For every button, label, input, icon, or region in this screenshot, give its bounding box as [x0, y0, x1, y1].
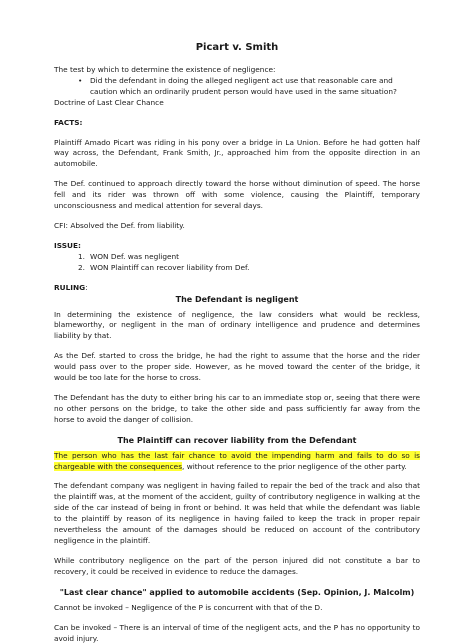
facts-heading: FACTS:	[54, 117, 83, 127]
ruling-label: RULING	[54, 282, 86, 292]
ruling-subheading-1: The Defendant is negligent	[175, 294, 299, 304]
issue-number: 2.	[78, 262, 86, 272]
ruling-subheading-2: The Plaintiff can recover liability from the Defendant	[117, 435, 357, 445]
ruling-paragraph-5: The defendant company was negligent in having failed to repair the bed of the track and also that the plaintiff was, at the moment of the accident, guilty of contributory negligence in walking at the side of the car instead of being in front or behind. It was held that while the defendant was liable to the plaintiff by reason of its negligence in having failed to keep the track in proper repair nevertheless the amount of the damages should be reduced on account of the contributory negligence in the plaintiff.	[54, 481, 420, 545]
ruling-paragraph-4	[54, 451, 420, 473]
ruling-colon: :	[85, 282, 88, 292]
issue-text: WON Def. was negligent	[90, 251, 180, 261]
test-bullet-text: Did the defendant in doing the alleged negligent act use that reasonable care and caution which an ordinarily prudent person would have used in the same situation?	[90, 75, 397, 96]
test-intro: The test by which to determine the existence of negligence:	[54, 65, 276, 74]
facts-paragraph-2: The Def. continued to approach directly toward the horse without diminution of speed. The horse fell and its rider was thrown off with some violence, causing the Plaintiff, temporary unconsciousness and medical attention for several days.	[54, 179, 420, 211]
issue-heading: ISSUE:	[54, 240, 81, 250]
opinion-paragraph-1: Cannot be invoked – Negligence of the P is concurrent with that of the D.	[54, 602, 323, 612]
opinion-paragraph-2: Can be invoked – There is an interval of time of the negligent acts, and the P has no opportunity to avoid injury.	[54, 622, 420, 643]
page-title: Picart v. Smith	[195, 42, 279, 53]
issue-item	[54, 263, 420, 274]
issue-text: WON Plaintiff can recover liability from Def.	[90, 262, 250, 272]
ruling-paragraph-4-rest: , without reference to the prior negligence of the other party.	[182, 461, 407, 471]
ruling-heading	[54, 283, 420, 294]
cfi-line: CFI: Absolved the Def. from liability.	[54, 220, 185, 230]
test-bullet-item	[54, 76, 420, 98]
issue-number: 1.	[78, 251, 86, 261]
facts-paragraph-1: Plaintiff Amado Picart was riding in his pony over a bridge in La Union. Before he had gotten half way across, the Defendant, Frank Smith, Jr., approached him from the opposite direction in an automobile.	[54, 137, 420, 169]
bullet-icon: •	[78, 75, 83, 85]
ruling-paragraph-2: As the Def. started to cross the bridge, he had the right to assume that the horse and the rider would pass over to the proper side. However, as he moved toward the center of the bridge, it would be too late for the horse to cross.	[54, 351, 420, 383]
ruling-paragraph-1: In determining the existence of negligence, the law considers what would be reckless, blameworthy, or negligent in the man of ordinary intelligence and prudence and determines liability by that.	[54, 309, 420, 341]
ruling-paragraph-6: While contributory negligence on the part of the person injured did not constitute a bar to recovery, it could be received in evidence to reduce the damages.	[54, 555, 420, 576]
ruling-paragraph-3: The Defendant has the duty to either bring his car to an immediate stop or, seeing that there were no other persons on the bridge, to take the other side and pass sufficiently far away from the horse to avoid the danger of collision.	[54, 392, 420, 424]
highlighted-text: The person who has the last fair chance to avoid the impending harm and fails to do so is chargeable with the consequences	[54, 450, 420, 471]
issue-item	[54, 252, 420, 263]
doctrine-line: Doctrine of Last Clear Chance	[54, 97, 164, 107]
opinion-heading: "Last clear chance" applied to automobile accidents (Sep. Opinion, J. Malcolm)	[59, 587, 415, 597]
